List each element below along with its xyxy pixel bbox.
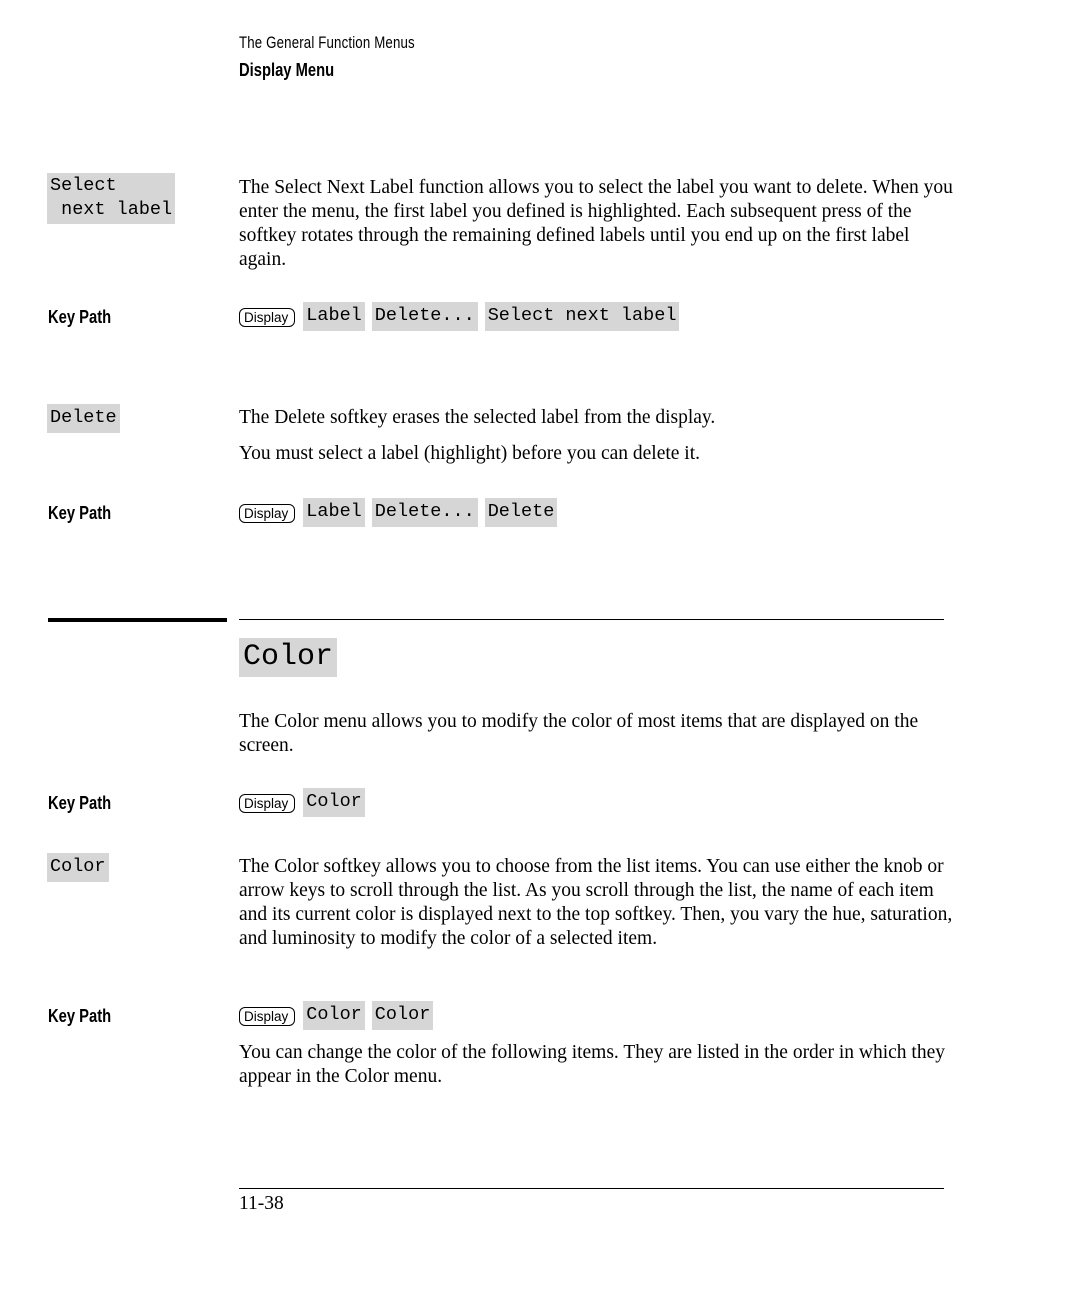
label-softkey: Label: [303, 498, 365, 527]
color-item-softkey: Color: [372, 1001, 434, 1030]
color-menu-description: The Color menu allows you to modify the color of most items that are displayed on the screen.: [239, 711, 919, 756]
delete-softkey: Delete: [47, 404, 120, 433]
display-hardkey: Display: [239, 308, 295, 327]
page-number: 11-38: [239, 1193, 284, 1214]
label-softkey: Label: [303, 302, 365, 331]
select-next-label-path-softkey: Select next label: [485, 302, 680, 331]
select-next-label-softkey: [47, 173, 175, 224]
display-hardkey: Display: [239, 794, 295, 813]
display-hardkey: Display: [239, 1007, 295, 1026]
key-path-label: Key Path: [48, 307, 112, 327]
key-path-label: Key Path: [48, 793, 112, 813]
chapter-title: The General Function Menus: [239, 33, 415, 52]
key-path: [239, 788, 365, 817]
key-path: [239, 498, 557, 527]
section-title: Display Menu: [239, 60, 335, 80]
key-path-label: Key Path: [48, 1006, 112, 1026]
footer-rule: [239, 1188, 944, 1189]
color-menu-softkey: Color: [303, 1001, 365, 1030]
color-softkey-description: The Color softkey allows you to choose from the list items. You can use either the knob or arrow keys to scroll through the list. As you scroll through the list, the name of each item and its current color is displayed next to the top softkey. Then, you vary the hue, saturation, and luminosity to modify the color of a selected item.: [239, 856, 953, 949]
color-items-intro: You can change the color of the following items. They are listed in the order in which they appear in the Color menu.: [239, 1042, 945, 1087]
color-menu-softkey: Color: [303, 788, 365, 817]
display-hardkey: Display: [239, 504, 295, 523]
select-next-label-description: The Select Next Label function allows you to select the label you want to delete. When you enter the menu, the first label you defined is highlighted. Each subsequent press of the softkey rotates through the remaining defined labels until you end up on the first label again.: [239, 177, 953, 270]
section-rule-thin: [239, 619, 944, 620]
key-path: [239, 1001, 433, 1030]
color-softkey: Color: [47, 853, 109, 882]
section-rule-thick: [48, 618, 227, 622]
delete-menu-softkey: Delete...: [372, 302, 478, 331]
key-path-label: Key Path: [48, 503, 112, 523]
delete-note: You must select a label (highlight) before you can delete it.: [239, 443, 701, 464]
softkey-line: next label: [50, 199, 173, 220]
delete-menu-softkey: Delete...: [372, 498, 478, 527]
key-path: [239, 302, 679, 331]
delete-path-softkey: Delete: [485, 498, 558, 527]
delete-description: The Delete softkey erases the selected label from the display.: [239, 407, 716, 428]
softkey-line: Select: [50, 175, 117, 196]
color-section-heading: Color: [239, 638, 337, 677]
